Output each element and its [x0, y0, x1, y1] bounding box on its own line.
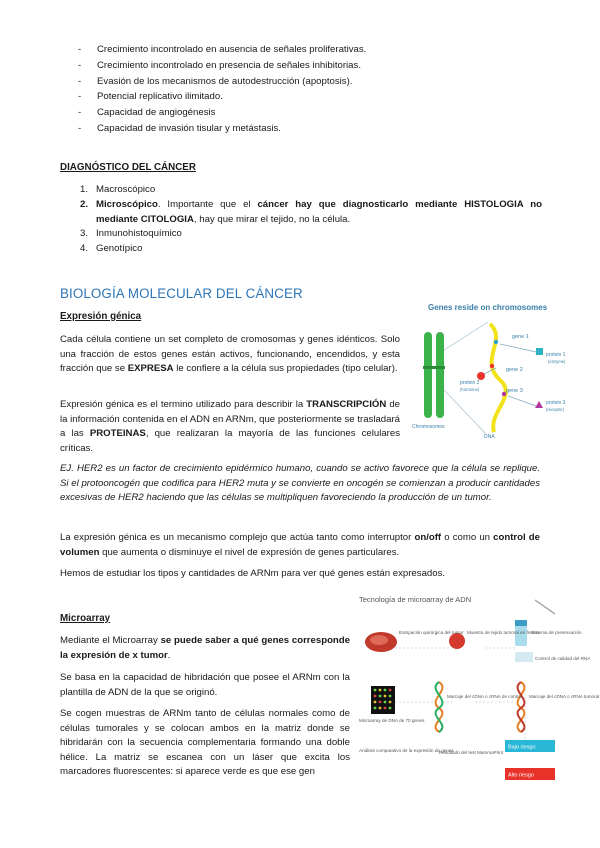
high-risk-label: Alto riesgo — [508, 772, 534, 779]
paragraph: La expresión génica es un mecanismo complejo que actúa tanto como interruptor on/off o como un control de volumen que aumenta o disminuye el nivel de expresión de genes particulares. — [60, 532, 540, 558]
dna-label: DNA — [484, 434, 495, 440]
list-item: - Crecimiento incontrolado en presencia de señales inhibitorias. — [78, 58, 528, 74]
gene2-marker — [490, 364, 494, 368]
list-item: - Evasión de los mecanismos de autodestrucción (apoptosis). — [78, 74, 528, 90]
microarray-heading: Microarray — [60, 613, 111, 624]
hallmarks-list — [78, 42, 528, 137]
list-item: 4. Genotípico — [80, 243, 143, 255]
sample-image — [449, 633, 465, 649]
microarray-figure — [355, 590, 600, 790]
step7-label: Microarray de DNA de 70 genes — [359, 718, 425, 723]
arrow — [508, 396, 536, 406]
paragraph: Cada célula contiene un set completo de cromosomas y genes idénticos. Solo una fracción de estos genes están activos, funcionando, encendidos, y esta fracción que se EXPRESA le confiere a la célula sus propiedades (tipo celular). — [60, 334, 400, 375]
chromosomes-label: Chromosomes — [412, 424, 445, 430]
list-item: - Potencial replicativo ilimitado. — [78, 89, 528, 105]
arrow — [500, 344, 536, 352]
figure-title: Genes reside on chromosomes — [428, 303, 548, 312]
protein3-sub: (receptor) — [546, 407, 565, 412]
step2-label: Muestra de tejido tumoral en fresco — [467, 630, 540, 635]
paragraph: Mediante el Microarray se puede saber a qué genes corresponde la expresión de x tumor. — [60, 635, 350, 661]
list-item: 2. Microscópico. Importante que el cáncer hay que diagnosticarlo mediante HISTOLOGIA no mediante CITOLOGIA, hay que mirar el tejido, no la célula. — [80, 198, 542, 225]
zoom-line — [444, 390, 486, 434]
low-risk-label: Bajo riesgo — [508, 744, 536, 751]
section-heading: BIOLOGÍA MOLECULAR DEL CÁNCER — [60, 286, 303, 301]
gene2-label: gene 2 — [506, 367, 523, 373]
figure-title: Tecnología de microarray de ADN — [359, 595, 472, 604]
dna-strand — [490, 324, 506, 432]
protein3-icon — [535, 401, 543, 408]
diagnostico-list — [80, 183, 540, 257]
genes-chromosomes-figure — [408, 300, 578, 440]
microarray-diagram — [355, 590, 600, 790]
step4-label: Control de calidad del RNA — [535, 656, 591, 661]
protein2-icon — [477, 372, 485, 380]
paragraph-example: EJ. HER2 es un factor de crecimiento epidérmico humano, cuando se activo favorece que la célula se replique. Si el protooncogén que codifica para HER2 muta y se convierte en oncogén se comienzan a producir cantidades excesivas de HER2 haciendo que las células se multipliquen favoreciendo la producción de un tumor. — [60, 463, 540, 504]
paragraph: Hemos de estudiar los tipos y cantidades de ARNm para ver qué genes están expresados. — [60, 568, 446, 579]
protein1-sub: (enzyme) — [548, 359, 566, 364]
protein1-icon — [536, 348, 543, 355]
protein1-label: protein 1 — [546, 352, 566, 358]
paragraph: Se basa en la capacidad de hibridación que posee el ARNm con la plantilla de ADN de la que se originó. — [60, 672, 350, 698]
step3-label: Sistema de preservación — [531, 630, 582, 635]
list-item: 1. Macroscópico — [80, 184, 156, 195]
step9-label: Resultado del test MammaPrint — [439, 750, 504, 755]
protein2-label: protein 2 — [460, 380, 480, 386]
tumor-highlight — [370, 635, 388, 645]
gene3-label: gene 3 — [506, 388, 523, 394]
gene1-label: gene 1 — [512, 334, 529, 340]
vial-cap — [515, 620, 527, 626]
paragraph: Expresión génica es el termino utilizado para describir la TRANSCRIPCIÓN de la información contenida en el ADN en ARNm, que posteriormente se trasladará a las PROTEINAS, que realizaran la mayoría de las funciones celulares críticas. — [60, 399, 400, 454]
chromosome-left — [424, 332, 432, 418]
step1-label: Extirpación quirúrgica del tumor — [399, 630, 464, 635]
step6-label: Marcaje del cDNA o cRNA tumoral — [529, 694, 600, 699]
step8-label: Análisis comparativo de la expresión de genes — [359, 748, 454, 753]
step5-label: Marcaje del cDNA o cRNA de control — [447, 694, 523, 699]
list-item: - Capacidad de angiogénesis — [78, 105, 528, 121]
genes-diagram — [408, 300, 578, 440]
centromere — [423, 366, 445, 369]
list-item: - Crecimiento incontrolado en ausencia de señales proliferativas. — [78, 42, 528, 58]
diagnostico-heading: DIAGNÓSTICO DEL CÁNCER — [60, 162, 196, 173]
list-item: - Capacidad de invasión tisular y metástasis. — [78, 121, 528, 137]
zoom-line — [444, 322, 488, 350]
gene1-marker — [494, 340, 498, 344]
rna-control-icon — [515, 652, 533, 662]
list-item: 3. Inmunohistoquímico — [80, 228, 182, 240]
protein2-sub: (hormone) — [460, 387, 480, 392]
chromosome-right — [436, 332, 444, 418]
expresion-heading: Expresión génica — [60, 311, 142, 322]
protein3-label: protein 3 — [546, 400, 566, 406]
paragraph: Se cogen muestras de ARNm tanto de células normales como de células tumorales y se colocan ambos en la matriz donde se hibridarán con la secuencia complementaria formando una doble hélice. La matriz se escanea con un láser que excita los marcadores fluorescentes: si aparece verde es que ese gen — [60, 708, 350, 778]
